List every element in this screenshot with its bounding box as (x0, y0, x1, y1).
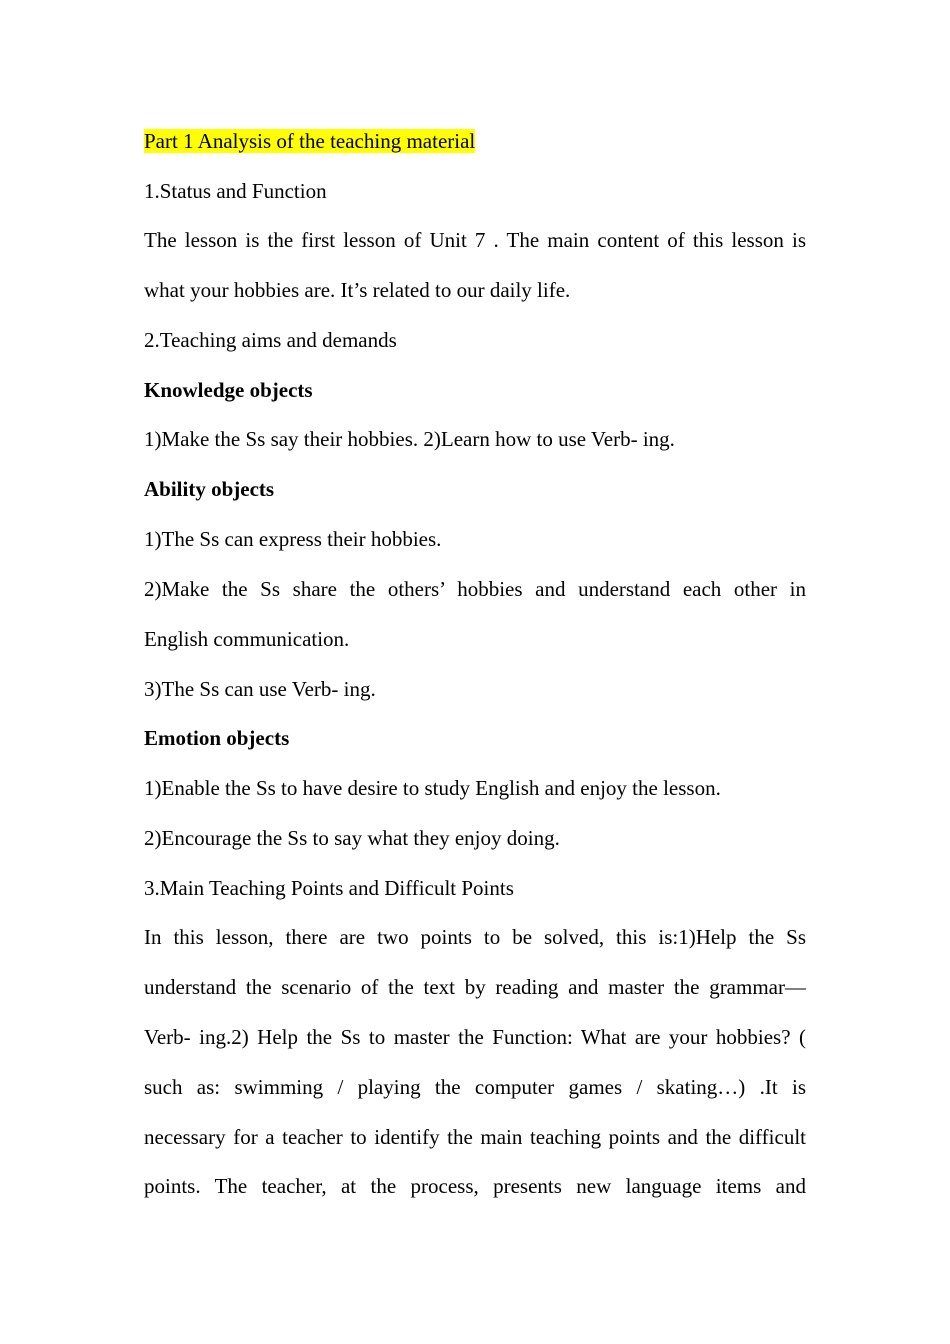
paragraph-line: Verb- ing.2) Help the Ss to master the Function: What are your hobbies? ( (144, 1025, 806, 1049)
subsection-heading-aims: 2.Teaching aims and demands (144, 328, 397, 352)
paragraph-line: understand the scenario of the text by reading and master the grammar— (144, 975, 806, 999)
paragraph-line: The lesson is the first lesson of Unit 7 . The main content of this lesson is (144, 228, 806, 252)
highlighted-heading-text: Part 1 Analysis of the teaching material (144, 129, 476, 153)
section-heading (144, 127, 806, 155)
paragraph-line: In this lesson, there are two points to be solved, this is:1)Help the Ss (144, 925, 806, 949)
objects-heading-knowledge: Knowledge objects (144, 378, 313, 402)
list-item: 2)Make the Ss share the others’ hobbies and understand each other in (144, 577, 806, 601)
list-item: 1)Make the Ss say their hobbies. 2)Learn how to use Verb- ing. (144, 427, 675, 451)
paragraph-line: what your hobbies are. It’s related to our daily life. (144, 278, 571, 302)
subsection-heading-status: 1.Status and Function (144, 179, 327, 203)
subsection-heading-points: 3.Main Teaching Points and Difficult Points (144, 876, 514, 900)
list-item: 1)The Ss can express their hobbies. (144, 527, 442, 551)
paragraph-line: such as: swimming / playing the computer games / skating…) .It is (144, 1075, 806, 1099)
list-item: 3)The Ss can use Verb- ing. (144, 677, 376, 701)
objects-heading-ability: Ability objects (144, 477, 275, 501)
list-item: 2)Encourage the Ss to say what they enjoy doing. (144, 826, 560, 850)
list-item-continuation: English communication. (144, 627, 350, 651)
objects-heading-emotion: Emotion objects (144, 726, 290, 750)
paragraph-line: points. The teacher, at the process, presents new language items and (144, 1174, 806, 1198)
list-item: 1)Enable the Ss to have desire to study English and enjoy the lesson. (144, 776, 721, 800)
paragraph-line: necessary for a teacher to identify the main teaching points and the difficult (144, 1125, 806, 1149)
